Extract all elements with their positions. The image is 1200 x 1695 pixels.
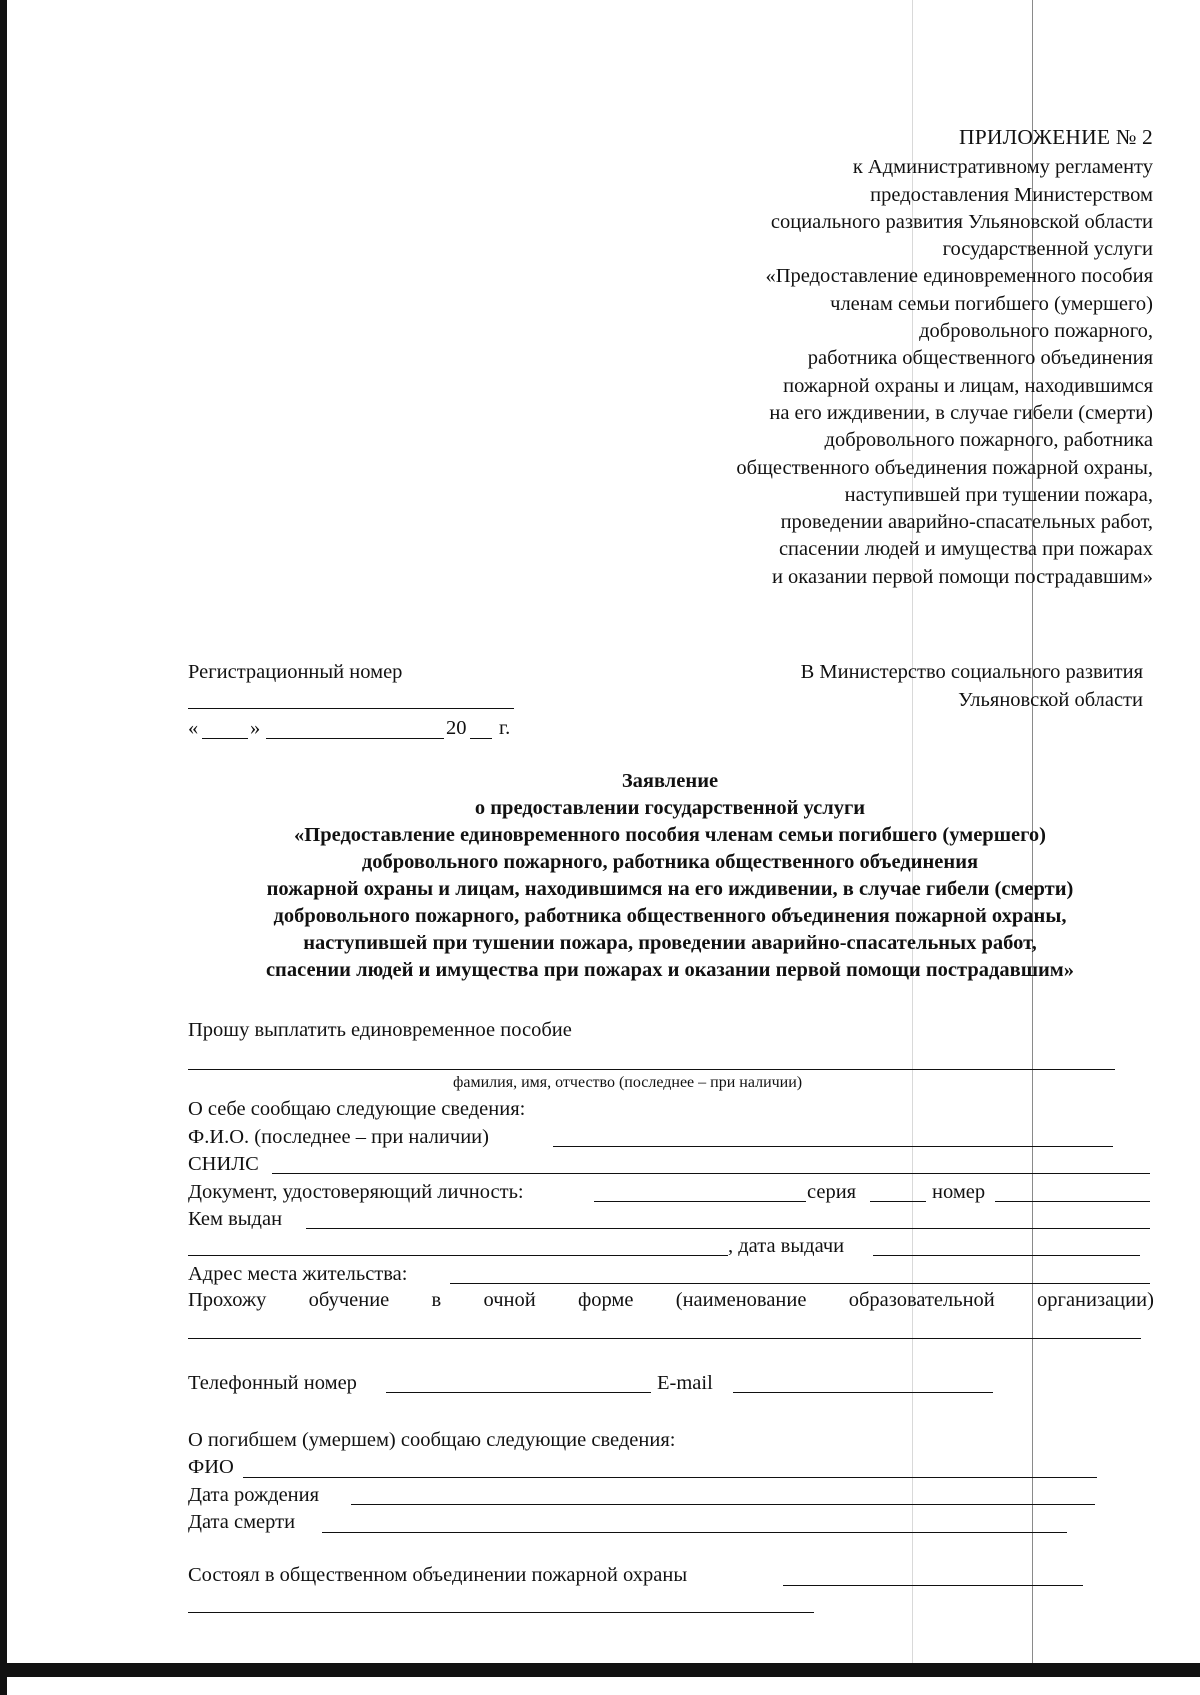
- study-word: очной: [483, 1289, 536, 1311]
- series-label: серия: [807, 1181, 857, 1203]
- annex-line: добровольного пожарного,: [919, 320, 1153, 343]
- issue-date-label: , дата выдачи: [728, 1235, 845, 1257]
- annex-block: [553, 124, 1153, 591]
- annex-line: пожарной охраны и лицам, находившимся: [783, 374, 1153, 397]
- annex-line: социального развития Ульяновской области: [770, 210, 1153, 233]
- annex-line: предоставления Министерством: [870, 183, 1153, 206]
- date-year-suffix: г.: [499, 717, 511, 739]
- annex-line: членам семьи погибшего (умершего): [830, 292, 1153, 315]
- date-year-prefix: 20: [446, 717, 467, 739]
- date-year-field[interactable]: [470, 738, 492, 739]
- date-day-field[interactable]: [202, 738, 248, 739]
- phone-label: Телефонный номер: [188, 1372, 357, 1394]
- study-word: (наименование: [675, 1289, 807, 1311]
- study-line: [188, 1290, 1154, 1311]
- email-field[interactable]: [733, 1392, 993, 1393]
- deceased-fio-field[interactable]: [243, 1477, 1097, 1478]
- annex-line: наступившей при тушении пожара,: [844, 483, 1153, 506]
- fio-label: Ф.И.О. (последнее – при наличии): [188, 1126, 489, 1148]
- series-field[interactable]: [870, 1201, 926, 1202]
- registration-label: Регистрационный номер: [188, 661, 403, 683]
- phone-field[interactable]: [386, 1392, 651, 1393]
- recipient-fio-field[interactable]: [188, 1069, 1115, 1070]
- issue-date-field[interactable]: [873, 1255, 1140, 1256]
- about-self-heading: О себе сообщаю следующие сведения:: [188, 1098, 526, 1120]
- scan-left-edge: [0, 0, 7, 1695]
- death-date-label: Дата смерти: [188, 1511, 296, 1533]
- annex-title: ПРИЛОЖЕНИЕ № 2: [959, 125, 1153, 149]
- membership-field[interactable]: [783, 1585, 1083, 1586]
- id-doc-field[interactable]: [594, 1201, 806, 1202]
- registration-number-field[interactable]: [188, 708, 514, 709]
- death-date-field[interactable]: [322, 1532, 1067, 1533]
- date-quote-close: »: [250, 717, 261, 739]
- applicant-fio-field[interactable]: [553, 1146, 1113, 1147]
- annex-line: работника общественного объединения: [807, 347, 1153, 370]
- address-field[interactable]: [450, 1283, 1150, 1284]
- deceased-intro: О погибшем (умершем) сообщаю следующие сведения:: [188, 1429, 676, 1451]
- annex-line: общественного объединения пожарной охраны,: [736, 456, 1153, 479]
- issued-by-field-continued[interactable]: [188, 1255, 728, 1256]
- snils-label: СНИЛС: [188, 1153, 259, 1175]
- snils-field[interactable]: [272, 1173, 1150, 1174]
- recipient-line: В Министерство социального развития: [800, 661, 1143, 683]
- education-org-field[interactable]: [188, 1338, 1141, 1339]
- heading-line: наступившей при тушении пожара, проведении аварийно-спасательных работ,: [303, 932, 1037, 954]
- annex-line: и оказании первой помощи пострадавшим»: [771, 565, 1153, 588]
- date-month-field[interactable]: [266, 738, 444, 739]
- scan-bottom-edge: [0, 1663, 1200, 1677]
- recipient-line: Ульяновской области: [958, 689, 1143, 711]
- fio-caption: фамилия, имя, отчество (последнее – при наличии): [453, 1074, 803, 1091]
- study-word: обучение: [308, 1289, 390, 1311]
- annex-line: к Административному регламенту: [852, 156, 1153, 179]
- heading-line: Заявление: [621, 770, 719, 792]
- annex-line: добровольного пожарного, работника: [824, 429, 1153, 452]
- annex-line: проведении аварийно-спасательных работ,: [780, 511, 1153, 534]
- study-word: в: [431, 1289, 442, 1311]
- membership-label: Состоял в общественном объединении пожарной охраны: [188, 1564, 688, 1586]
- address-label: Адрес места жительства:: [188, 1263, 408, 1285]
- heading-line: «Предоставление единовременного пособия членам семьи погибшего (умершего): [294, 824, 1046, 846]
- issued-by-label: Кем выдан: [188, 1208, 283, 1230]
- annex-line: на его иждивении, в случае гибели (смерти): [769, 401, 1153, 424]
- study-word: Прохожу: [188, 1289, 267, 1311]
- membership-field-continued[interactable]: [188, 1612, 814, 1613]
- heading-line: о предоставлении государственной услуги: [474, 797, 866, 819]
- date-quote-open: «: [188, 717, 199, 739]
- email-label: E-mail: [657, 1372, 713, 1394]
- application-heading: [180, 768, 1160, 984]
- deceased-fio-label: ФИО: [188, 1456, 234, 1478]
- birth-date-label: Дата рождения: [188, 1484, 320, 1506]
- heading-line: пожарной охраны и лицам, находившимся на его иждивении, в случае гибели (смерти): [266, 878, 1074, 900]
- heading-line: добровольного пожарного, работника общественного объединения пожарной охраны,: [273, 905, 1067, 927]
- issued-by-field[interactable]: [306, 1228, 1150, 1229]
- annex-line: «Предоставление единовременного пособия: [765, 265, 1153, 288]
- id-doc-label: Документ, удостоверяющий личность:: [188, 1181, 524, 1203]
- heading-line: добровольного пожарного, работника общественного объединения: [361, 851, 979, 873]
- study-word: образовательной: [848, 1289, 995, 1311]
- study-word: форме: [577, 1289, 634, 1311]
- number-field[interactable]: [995, 1201, 1150, 1202]
- heading-line: спасении людей и имущества при пожарах и оказании первой помощи пострадавшим»: [265, 959, 1075, 981]
- annex-line: спасении людей и имущества при пожарах: [778, 538, 1153, 561]
- annex-line: государственной услуги: [942, 238, 1153, 261]
- study-word: организации): [1037, 1289, 1154, 1311]
- request-text: Прошу выплатить единовременное пособие: [188, 1019, 572, 1041]
- number-label: номер: [932, 1181, 986, 1203]
- birth-date-field[interactable]: [351, 1504, 1095, 1505]
